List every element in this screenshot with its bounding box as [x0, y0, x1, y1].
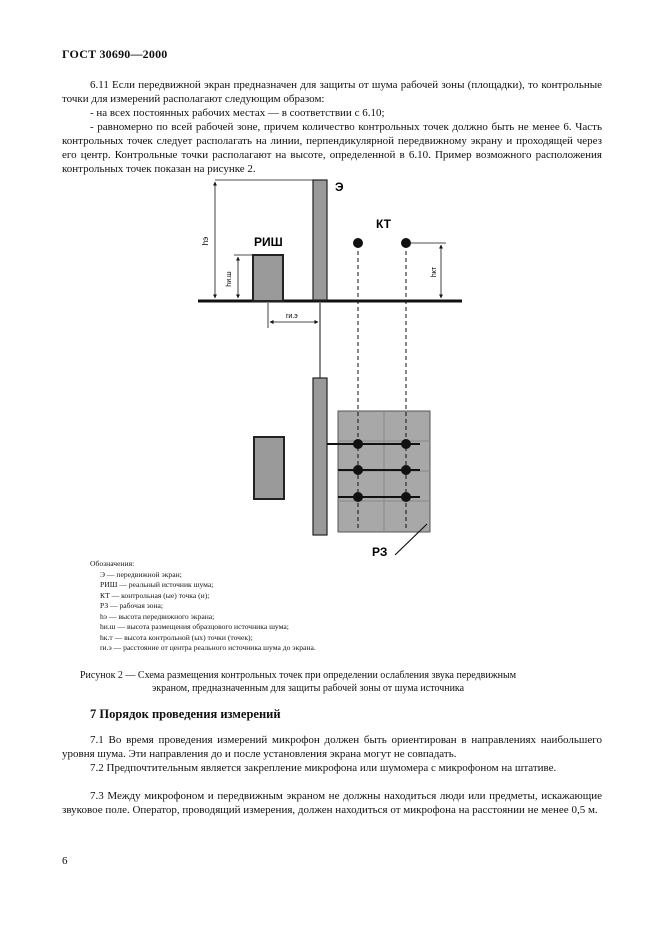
label-r-distance: rи.э	[286, 313, 298, 320]
label-screen: Э	[335, 180, 344, 194]
control-point-grid	[401, 439, 411, 449]
caption-line-1: Рисунок 2 — Схема размещения контрольных точек при определении ослабления звука передвижным	[80, 670, 517, 681]
document-header: ГОСТ 30690—2000	[62, 47, 168, 61]
legend-item: hк.т — высота контрольной (ых) точки (точек);	[100, 632, 253, 642]
label-rish: РИШ	[254, 235, 283, 249]
bullet-2: - равномерно по всей рабочей зоне, причем количество контрольных точек должно быть не менее 6. Часть контрольных точек следует располагать на линии, перпендикулярной передвижному экрану и проходящей через его центр. Контрольные точки располагают на высоте, определенной в 6.10. Пример возможного расположения контрольных точек показан на рисунке 2.	[62, 121, 602, 175]
paragraph-7-1: 7.1 Во время проведения измерений микрофон должен быть ориентирован в направлениях наибольшего уровня шума. Эти направления до и после установления экрана могут не совпадать.	[62, 734, 602, 760]
legend-item: Э — передвижной экран;	[100, 569, 182, 579]
legend-block	[90, 559, 316, 654]
control-point-grid	[353, 439, 363, 449]
label-kt: КТ	[376, 217, 391, 231]
legend-item: hи.ш — высота размещения образцового источника шума;	[100, 622, 289, 631]
bullet-1: - на всех постоянных рабочих местах — в соответствии с 6.10;	[90, 107, 385, 119]
legend-item: РИШ — реальный источник шума;	[100, 580, 214, 589]
section-title: 7 Порядок проведения измерений	[90, 707, 281, 721]
control-point-grid	[353, 465, 363, 475]
legend-item: rи.э — расстояние от центра реального источника шума до экрана.	[100, 643, 316, 652]
real-noise-source-side	[253, 255, 283, 301]
control-point-grid	[401, 492, 411, 502]
label-h-screen: hэ	[201, 236, 210, 246]
label-rz: РЗ	[372, 545, 388, 559]
paragraph-7-2: 7.2 Предпочтительным является закрепление микрофона или шумомера с микрофоном на штативе.	[90, 762, 557, 774]
control-point-grid	[353, 492, 363, 502]
label-h-control: hкт	[431, 266, 438, 278]
real-noise-source-plan	[254, 437, 284, 499]
paragraph-6-11: 6.11 Если передвижной экран предназначен для защиты от шума рабочей зоны (площадки), то контрольные точки для измерений располагают следующим образом:	[62, 79, 602, 105]
control-point-top-1	[353, 238, 363, 248]
mobile-screen-side	[313, 180, 327, 300]
figure-caption	[80, 669, 600, 695]
mobile-screen-plan	[313, 378, 327, 535]
legend-item: РЗ — рабочая зона;	[100, 601, 164, 610]
control-point-grid	[401, 465, 411, 475]
page-number: 6	[62, 855, 68, 867]
control-point-top-2	[401, 238, 411, 248]
paragraph-7-3: 7.3 Между микрофоном и передвижным экраном не должны находиться люди или предметы, искажающие звуковое поле. Оператор, проводящий измерения, должен находиться от микрофона на расстоянии не менее 0,5 м.	[62, 790, 602, 816]
legend-title: Обозначения:	[90, 559, 135, 568]
legend-item: hэ — высота передвижного экрана;	[100, 611, 215, 621]
label-h-source: hи.ш	[226, 271, 233, 287]
caption-line-2: экраном, предназначенным для защиты рабочей зоны от шума источника	[152, 683, 465, 694]
legend-item: КТ — контрольная (ые) точка (и);	[100, 590, 210, 600]
